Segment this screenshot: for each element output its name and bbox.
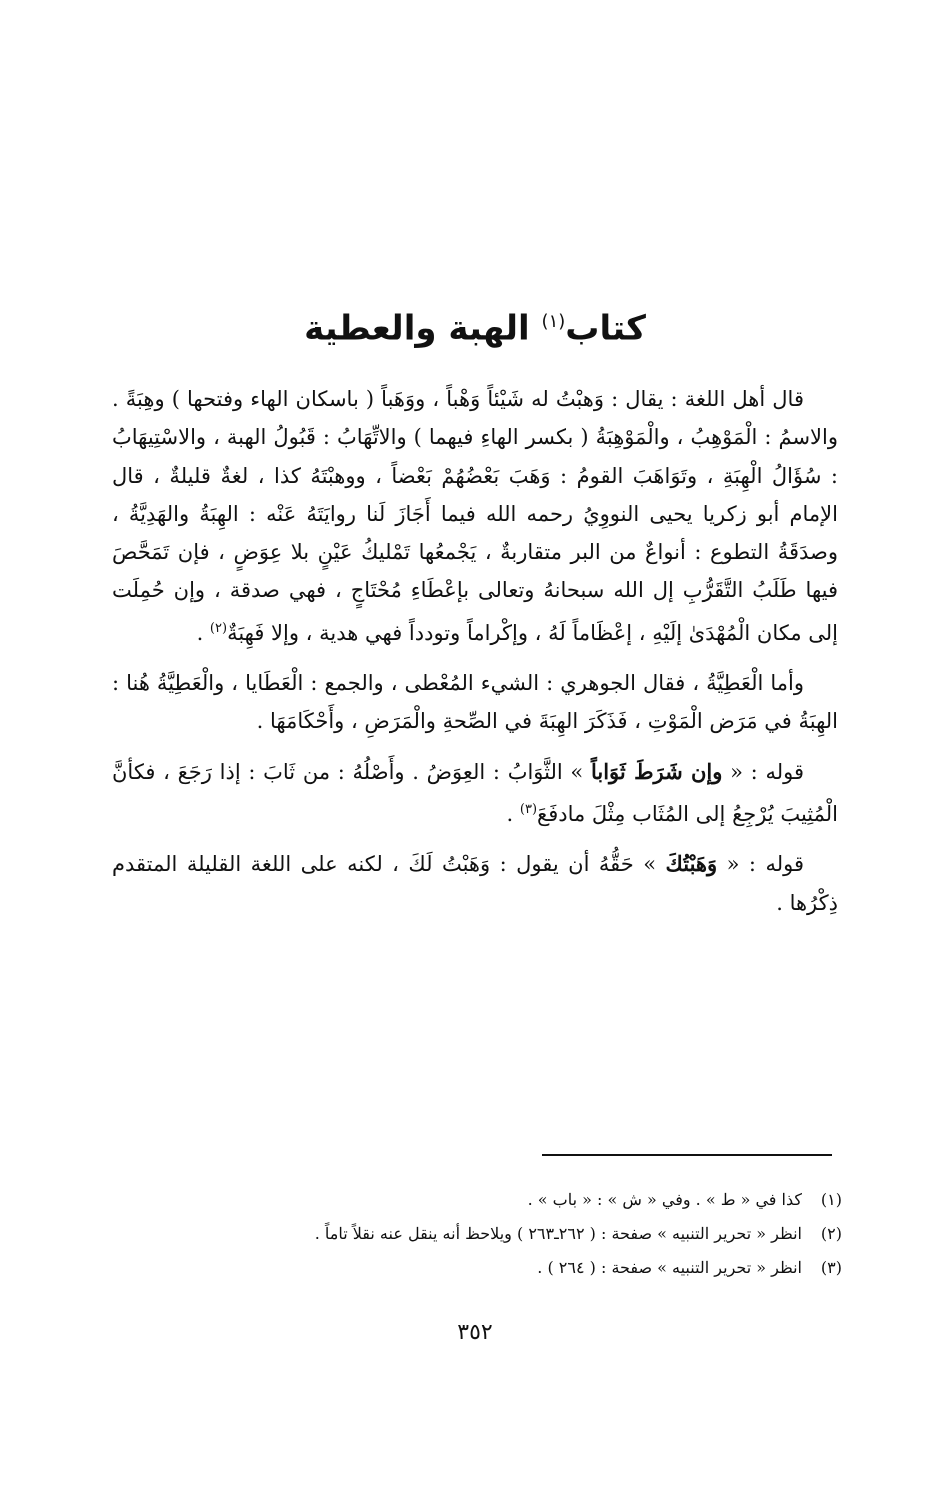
paragraph <box>112 845 838 922</box>
paragraph-lead: قوله : « <box>722 759 804 784</box>
footnote <box>112 1251 842 1285</box>
quoted-phrase: وإن شَرَطَ ثَوَاباً <box>590 758 723 784</box>
paragraph-tail: . <box>506 801 520 826</box>
footnote-divider <box>542 1154 832 1156</box>
title-rest: الهبة والعطية <box>304 308 530 349</box>
footnote <box>112 1217 842 1251</box>
title-footnote-ref: (١) <box>541 311 566 332</box>
chapter-title <box>0 292 950 358</box>
footnote-text: انظر « تحرير التنبيه » صفحة : ( ٢٦٤ ) . <box>537 1258 802 1277</box>
paragraph-lead: قوله : « <box>717 852 804 877</box>
body-text <box>112 380 838 934</box>
footnote-text: كذا في « ط » . وفي « ش » : « باب » . <box>527 1190 802 1209</box>
footnote-ref: (٣) <box>519 801 538 817</box>
paragraph <box>112 664 838 741</box>
paragraph <box>112 380 838 652</box>
page-number: ٣٥٢ <box>457 1320 493 1345</box>
paragraph-text: » حَقُّهُ أن يقول : وَهَبْتُ لَكَ ، لكنه على اللغة القليلة المتقدم ذِكْرُها . <box>112 852 838 915</box>
title-prefix: كتاب <box>565 308 646 349</box>
footnote-number: (١) <box>820 1190 842 1209</box>
paragraph <box>112 753 838 834</box>
footnote-number: (٣) <box>820 1258 842 1277</box>
footnotes <box>112 1183 842 1285</box>
paragraph-text: قال أهل اللغة : يقال : وَهبْتُ له شَيْئاً وَهْباً ، ووَهَباً ( باسكان الهاء وفتحها ) وهِبَةً . والاسمُ : الْمَوْهِبُ ، والْمَوْهِبَةُ ( بكسر الهاءِ فيهما ) والاتِّهَابُ : قَبُولُ الهبة ، والاسْتِيهَابُ : سُؤَالُ الْهِبَةِ ، وتَوَاهَبَ القومُ : وَهَبَ بَعْضُهُمْ بَعْضاً ، ووهبْتَهُ كذا ، لغةٌ قليلةٌ ، قال الإمام أبو زكريا يحيى النووِيُ رحمه الله فيما أَجَازَ لَنا روايَتَهُ عَنْه : الهِبَةُ والهَدِيَّةُ ، وصدَقَةُ التطوع : أنواعٌ من البر متقاربةٌ ، يَجْمعُها تَمْليكُ عَيْنٍ بلا عِوَضٍ ، فإن تَمَحَّصَ فيها طَلَبُ التَّقَرُّبِ إل الله سبحانهُ وتعالى بإعْطَاءِ مُحْتَاجٍ ، فهي صدقة ، وإن حُمِلَت إلى مكان الْمُهْدَىٰ إلَيْهِ ، إعْظَاماً لَهُ ، وإكْراماً وتودداً فهي هدية ، وإلا فَهِبَةٌ <box>112 387 838 645</box>
quoted-phrase: وَهَبْتُكَ <box>665 851 718 877</box>
footnote-ref: (٢) <box>209 620 228 636</box>
paragraph-text: وأما الْعَطِيَّةُ ، فقال الجوهري : الشيء المُعْطى ، والجمع : الْعَطَايا ، والْعَطِيَّةُ هُنا : الهِبَةُ في مَرَض الْمَوْتِ ، فَذَكَرَ الهِبَةَ في الصِّحةِ والْمَرَضِ ، وأَحْكَامَهَا . <box>112 671 838 734</box>
footnote-text: انظر « تحرير التنبيه » صفحة : ( ٢٦٢ـ٢٦٣ ) ويلاحظ أنه ينقل عنه نقلاً تاماً . <box>314 1224 802 1243</box>
footnote-number: (٢) <box>820 1224 842 1243</box>
paragraph-text: » الثَّوَابُ : العِوَضُ . وأَصْلُهُ : من ثَابَ : إذا رَجَعَ ، فكأنَّ الْمُثِيبَ يُرْجِعُ إلى المُثَاب مِثْلَ مادفَعَ <box>112 759 838 826</box>
paragraph-tail: . <box>196 620 210 645</box>
footnote <box>112 1183 842 1217</box>
